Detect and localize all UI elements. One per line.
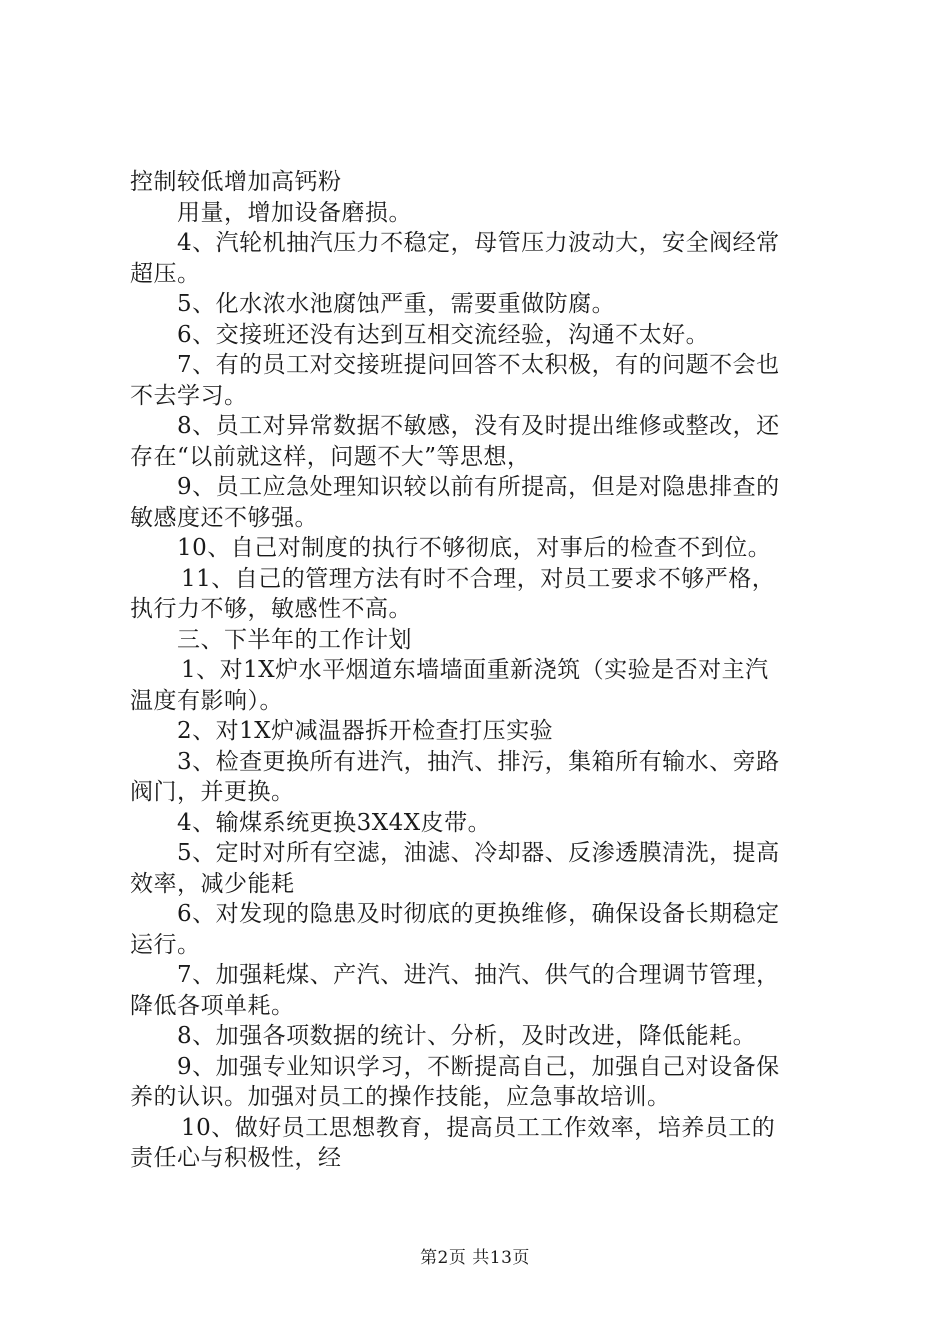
text-line: 10、自己对制度的执行不够彻底，对事后的检查不到位。 [177, 535, 772, 561]
text-line: 超压。 [130, 260, 201, 287]
text-line: 10、做好员工思想教育，提高员工工作效率，培养员工的 [181, 1114, 776, 1141]
text-line: 责任心与积极性，经 [130, 1145, 342, 1171]
text-line: 温度有影响）。 [130, 687, 283, 714]
text-line: 5、定时对所有空滤，油滤、冷却器、反渗透膜清洗，提高 [177, 840, 780, 866]
text-line: 降低各项单耗。 [130, 992, 295, 1019]
section-heading: 三、下半年的工作计划 [177, 626, 412, 653]
text-line: 1、对1X炉水平烟道东墙墙面重新浇筑（实验是否对主汽 [181, 657, 769, 683]
text-line: 不去学习。 [130, 382, 248, 409]
text-line: 8、加强各项数据的统计、分析，及时改进，降低能耗。 [177, 1023, 757, 1049]
text-line: 用量，增加设备磨损。 [177, 199, 412, 226]
text-line: 7、加强耗煤、产汽、进汽、抽汽、供气的合理调节管理， [177, 962, 780, 988]
text-line: 运行。 [130, 931, 201, 958]
text-line: 8、员工对异常数据不敏感，没有及时提出维修或整改，还 [177, 413, 780, 439]
text-line: 效率，减少能耗 [130, 870, 295, 897]
text-line: 9、员工应急处理知识较以前有所提高，但是对隐患排查的 [177, 474, 780, 500]
page-footer: 第2页 共13页 [420, 1248, 530, 1268]
text-line: 4、输煤系统更换3X4X皮带。 [177, 809, 492, 836]
text-line: 执行力不够，敏感性不高。 [130, 596, 412, 622]
text-line: 2、对1X炉减温器拆开检查打压实验 [177, 718, 554, 744]
text-line: 敏感度还不够强。 [130, 504, 318, 531]
text-line: 4、汽轮机抽汽压力不稳定，母管压力波动大，安全阀经常 [177, 230, 780, 256]
text-line: 6、对发现的隐患及时彻底的更换维修，确保设备长期稳定 [177, 901, 780, 927]
text-line: 9、加强专业知识学习，不断提高自己，加强自己对设备保 [177, 1053, 780, 1080]
text-line: 养的认识。加强对员工的操作技能，应急事故培训。 [130, 1084, 671, 1110]
text-line: 11、自己的管理方法有时不合理，对员工要求不够严格， [181, 565, 776, 592]
text-line: 5、化水浓水池腐蚀严重，需要重做防腐。 [177, 291, 616, 317]
text-line: 存在“以前就这样，问题不大”等思想， [130, 443, 531, 470]
text-line: 阀门，并更换。 [130, 779, 295, 805]
document-body [130, 167, 830, 1174]
text-line: 7、有的员工对交接班提问回答不太积极，有的问题不会也 [177, 352, 780, 378]
text-line: 控制较低增加高钙粉 [130, 169, 342, 195]
text-line: 6、交接班还没有达到互相交流经验，沟通不太好。 [177, 321, 710, 348]
text-line: 3、检查更换所有进汽，抽汽、排污，集箱所有输水、旁路 [177, 748, 780, 775]
